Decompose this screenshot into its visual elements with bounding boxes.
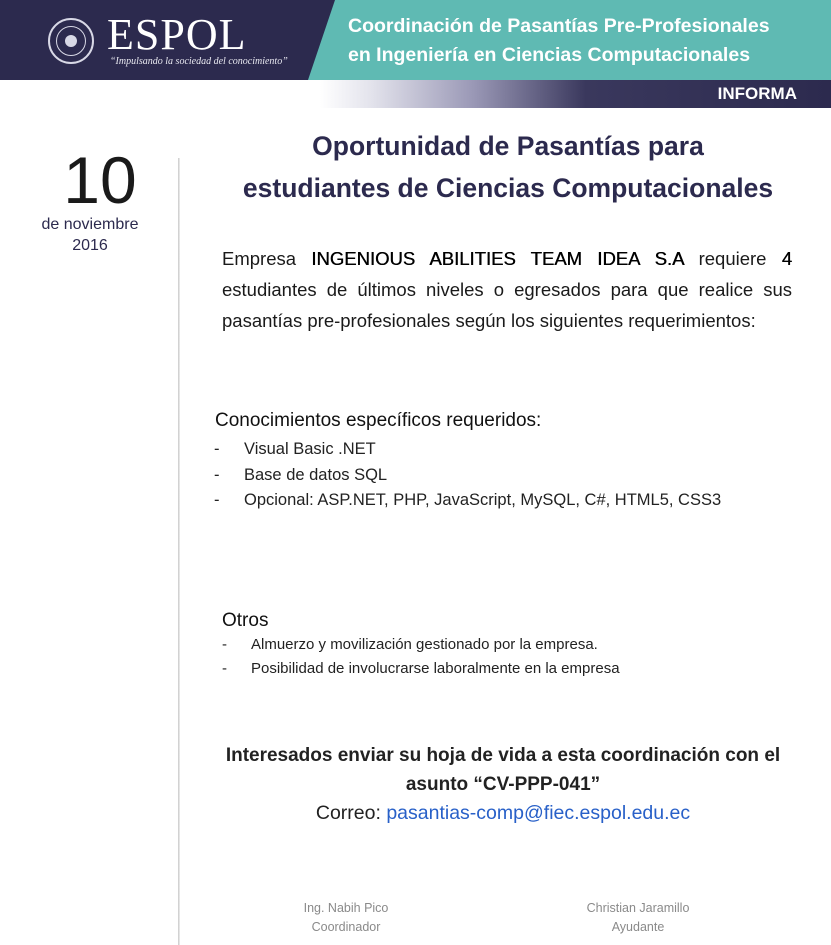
signature-role: Coordinador bbox=[311, 920, 381, 934]
list-item: - Opcional: ASP.NET, PHP, JavaScript, MySQL, C#, HTML5, CSS3 bbox=[214, 488, 721, 514]
list-item: - Posibilidad de involucrarse laboralmente en la empresa bbox=[222, 657, 620, 681]
email-link[interactable]: pasantias-comp@fiec.espol.edu.ec bbox=[386, 802, 691, 824]
intro-prefix: Empresa bbox=[222, 248, 312, 269]
signature-name: Ing. Nabih Pico bbox=[303, 901, 389, 915]
student-count: 4 bbox=[781, 248, 792, 269]
espol-logo-tagline: “Impulsando la sociedad del conocimiento” bbox=[110, 56, 288, 67]
knowledge-list bbox=[214, 437, 721, 514]
others-item-text: Posibilidad de involucrarse laboralmente en la empresa bbox=[251, 660, 620, 677]
knowledge-item-text: Base de datos SQL bbox=[244, 465, 388, 484]
header-title-line2: en Ingeniería en Ciencias Computacionales bbox=[348, 44, 751, 66]
signature-name: Christian Jaramillo bbox=[586, 901, 690, 915]
page-title bbox=[185, 125, 831, 209]
signature-assistant bbox=[548, 899, 728, 937]
informa-label: INFORMA bbox=[717, 84, 797, 103]
contact-line1: Interesados enviar su hoja de vida a esta coordinación con el bbox=[225, 745, 781, 766]
others-title: Otros bbox=[222, 610, 269, 631]
intro-suffix: estudiantes de últimos niveles o egresados para que realice sus pasantías pre-profesionales según los siguientes requerimientos: bbox=[222, 279, 792, 331]
contact-line2: asunto “CV-PPP-041” bbox=[405, 774, 601, 795]
date-year: 2016 bbox=[72, 237, 108, 254]
page-title-line2: estudiantes de Ciencias Computacionales bbox=[242, 173, 774, 203]
others-list bbox=[222, 633, 620, 681]
contact-instructions bbox=[190, 741, 816, 799]
knowledge-item-text: Visual Basic .NET bbox=[244, 440, 376, 458]
intro-paragraph bbox=[222, 243, 792, 336]
list-item: - Base de datos SQL bbox=[214, 463, 721, 489]
header-title bbox=[348, 12, 828, 70]
intro-middle: requiere bbox=[683, 248, 782, 269]
date-day: 10 bbox=[63, 143, 137, 217]
page-title-line1: Oportunidad de Pasantías para bbox=[312, 131, 704, 161]
date-month-year bbox=[20, 214, 160, 256]
knowledge-item-text: Opcional: ASP.NET, PHP, JavaScript, MySQL, C#, HTML5, CSS3 bbox=[244, 491, 722, 509]
espol-seal-icon bbox=[48, 18, 94, 64]
signature-coordinator bbox=[256, 899, 436, 937]
others-item-text: Almuerzo y movilización gestionado por la empresa. bbox=[251, 636, 598, 653]
list-item: - Visual Basic .NET bbox=[214, 437, 721, 463]
knowledge-title: Conocimientos específicos requeridos: bbox=[215, 410, 542, 431]
contact-email-row bbox=[190, 799, 816, 827]
signature-role: Ayudante bbox=[611, 920, 665, 934]
list-item: - Almuerzo y movilización gestionado por la empresa. bbox=[222, 633, 620, 657]
date-month: de noviembre bbox=[41, 216, 139, 233]
email-label: Correo: bbox=[315, 802, 387, 824]
company-name: INGENIOUS ABILITIES TEAM IDEA S.A bbox=[311, 248, 684, 269]
vertical-divider bbox=[178, 158, 180, 945]
header-title-line1: Coordinación de Pasantías Pre-Profesionales bbox=[348, 15, 770, 37]
espol-logo-text: ESPOL bbox=[107, 10, 247, 59]
